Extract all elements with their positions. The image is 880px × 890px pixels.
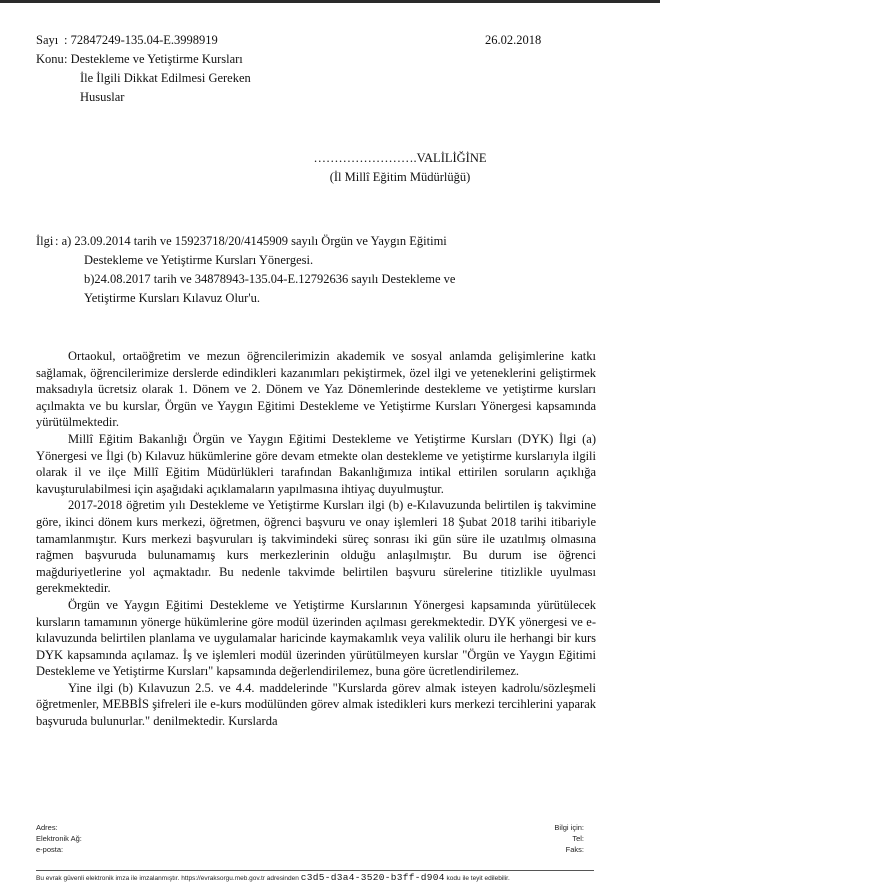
ilgi-line-4: Yetiştirme Kursları Kılavuz Olur'u. xyxy=(84,291,260,305)
footer-tel-label: Tel: xyxy=(572,834,584,843)
verification-code: c3d5-d3a4-3520-b3ff-d904 xyxy=(300,872,445,883)
footer-bilgi-label: Bilgi için: xyxy=(554,823,584,832)
ilgi-label: İlgi xyxy=(36,234,54,248)
body-paragraph-1: Ortaokul, ortaöğretim ve mezun öğrencilerimizin akademik ve sosyal anlamda gelişimlerine katkı sağlamak, öğrencilerimize derslerde edindikleri kazanımları pekiştirmek, özel ilgi ve yeteneklerini geliştirmek maksadıyla ücretsiz olarak 1. Dönem ve 2. Dönem ve Yaz Dönemlerinde destekleme ve yetiştirme kursları açılmakta ve bu kurslar, Örgün ve Yaygın Eğitimi Destekleme ve Yetiştirme Kursları Yönergesi kapsamında yürütülmektedir. xyxy=(36,349,596,430)
footer-divider xyxy=(36,870,594,871)
sayi-label: Sayı xyxy=(36,33,59,47)
verification-prefix: Bu evrak güvenli elektronik imza ile imzalanmıştır. https://evraksorgu.meb.gov.tr adresinden xyxy=(36,875,299,882)
document-date: 26.02.2018 xyxy=(485,33,542,47)
body-paragraph-3: 2017-2018 öğretim yılı Destekleme ve Yetiştirme Kursları ilgi (b) e-Kılavuzunda belirtilen iş takvimine göre, ikinci dönem kurs merkezi, öğretmen, öğrenci başvuru ve onay işlemleri 18 Şubat 2018 tarihi itibariyle tamamlanmıştır. Kurs merkezi başvuruları iş takvimindeki süreç sonrası iki gün süre ile uzatılmış olmasına rağmen başvuruda bulunamamış kurs merkezlerinin olduğu anlaşılmıştır. Bu durum ise öğrenci mağduriyetlerine yol açmaktadır. Bu nedenle takvimde belirtilen başvuru sürelerine titizlikle uyulması gerekmektedir. xyxy=(36,498,596,596)
body-paragraph-2: Millî Eğitim Bakanlığı Örgün ve Yaygın Eğitimi Destekleme ve Yetiştirme Kursları (DYK) İlgi (a) Yönergesi ve İlgi (b) Kılavuz hükümlerine göre devam etmekte olan destekleme ve yetiştirme kurslarıyla ilgili olarak il ve ilçe Millî Eğitim Müdürlükleri tarafından Bakanlığımıza intikal ettirilen soruların açıklığa kavuşturulabilmesi için aşağıdaki açıklamaların yapılmasına ihtiyaç duyulmuştur. xyxy=(36,431,596,496)
footer-faks-label: Faks: xyxy=(565,845,584,854)
verification-suffix: kodu ile teyit edilebilir. xyxy=(446,875,510,882)
footer-adres-label: Adres: xyxy=(36,823,58,832)
verification-line xyxy=(36,872,596,885)
ilgi-line-1: : a) 23.09.2014 tarih ve 15923718/20/4145909 sayılı Örgün ve Yaygın Eğitimi xyxy=(55,234,447,248)
konu-label: Konu xyxy=(36,52,64,66)
ilgi-line-2: Destekleme ve Yetiştirme Kursları Yönergesi. xyxy=(84,253,314,267)
letter-footer xyxy=(36,822,594,855)
body-paragraph-4: Örgün ve Yaygın Eğitimi Destekleme ve Yetiştirme Kurslarının Yönergesi kapsamında yürütülecek kursların tamamının yönerge hükümlerine göre modül üzerinden açılması gerekmektedir. DYK yönergesi ve e-kılavuzunda belirtilen planlama ve uygulamalar haricinde kaymakamlık veya valilik oluru ile herhangi bir kurs DYK kapsamında açılamaz. İş ve işlemleri modül üzerinden yürütülmeyen kurslar "Örgün ve Yaygın Eğitimi Destekleme ve Yetiştirme Kursları" kapsamında değerlendirilemez, buna göre ücretlendirilemez. xyxy=(36,597,596,679)
letter-body xyxy=(36,348,596,730)
konu-line-3: Hususlar xyxy=(80,90,125,104)
sayi-value: : 72847249-135.04-E.3998919 xyxy=(64,33,218,47)
addressee-title: …………………….VALİLİĞİNE xyxy=(313,151,487,165)
addressee-subtitle: (İl Millî Eğitim Müdürlüğü) xyxy=(329,170,471,184)
footer-eposta-label: e-posta: xyxy=(36,845,64,854)
footer-elektronik-label: Elektronik Ağ: xyxy=(36,834,82,843)
body-paragraph-5: Yine ilgi (b) Kılavuzun 2.5. ve 4.4. maddelerinde "Kurslarda görev almak isteyen kadrolu/sözleşmeli öğretmenler, MEBBİS şifreleri ile e-kurs modülünden görev almak istedikleri kurs merkezi tercihlerini yaparak başvuruda bulunurlar." denilmektedir. Kurslarda xyxy=(36,680,596,729)
ilgi-line-3: b)24.08.2017 tarih ve 34878943-135.04-E.12792636 sayılı Destekleme ve xyxy=(84,272,456,286)
konu-line-2: İle İlgili Dikkat Edilmesi Gereken xyxy=(80,71,251,85)
konu-line-1: : Destekleme ve Yetiştirme Kursları xyxy=(64,52,243,66)
